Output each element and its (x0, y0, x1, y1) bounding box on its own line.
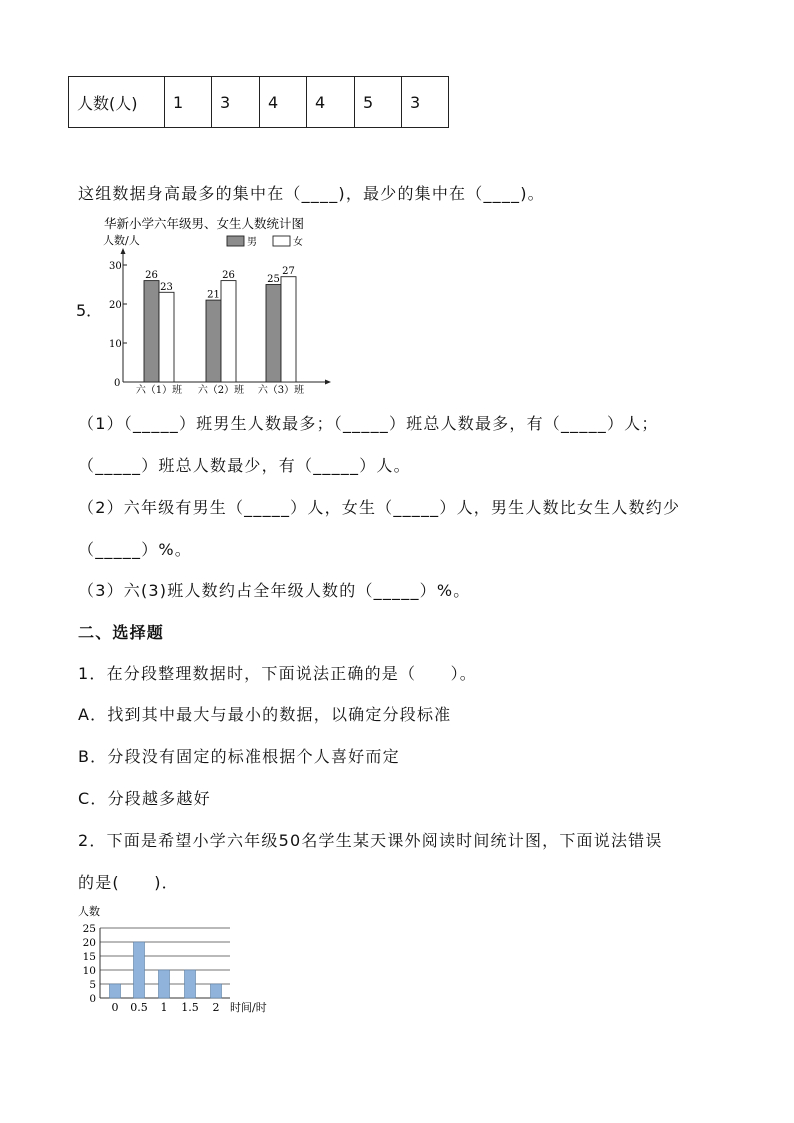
x-tick-label: 0.5 (130, 1001, 148, 1014)
table-cell: 3 (402, 77, 449, 128)
data-label: 26 (145, 270, 158, 282)
data-label: 21 (207, 289, 220, 301)
reading-time-chart (70, 902, 290, 1020)
data-label: 25 (267, 274, 280, 285)
bar (134, 942, 145, 998)
bar-female (159, 292, 174, 382)
x-axis-arrow (325, 380, 331, 385)
data-table (68, 76, 449, 128)
data-label: 23 (160, 281, 173, 293)
option-c: C．分段越多越好 (78, 789, 211, 808)
legend-swatch-male (227, 236, 244, 246)
y-tick-label: 5 (89, 979, 96, 991)
y-tick-label: 0 (114, 378, 121, 389)
x-tick-label: 1.5 (181, 1001, 199, 1014)
y-tick-label: 10 (109, 339, 122, 350)
chart-legend (227, 235, 303, 248)
table-cell: 1 (165, 77, 212, 128)
y-tick-label: 10 (82, 965, 96, 977)
table-cell: 5 (355, 77, 402, 128)
bar-female (281, 277, 296, 382)
legend-swatch-female (273, 236, 290, 246)
x-tick-label: 六（2）班 (197, 385, 245, 396)
bar-female (221, 281, 236, 382)
x-tick-labels (136, 383, 304, 396)
x-axis-label: 时间/时 (230, 1001, 267, 1014)
q5-line-5: （3）六(3)班人数约占全年级人数的（_____）%。 (78, 581, 471, 600)
bar-male (206, 300, 221, 382)
table-cell: 3 (212, 77, 260, 128)
table-cell: 4 (260, 77, 307, 128)
section-title: 二、选择题 (78, 623, 165, 642)
table-cell: 人数(人) (69, 77, 165, 128)
data-label: 27 (282, 266, 295, 278)
y-ticks (109, 261, 127, 389)
option-a: A．找到其中最大与最小的数据，以确定分段标准 (78, 705, 452, 724)
bar-male (266, 285, 281, 383)
data-label: 26 (222, 270, 235, 282)
option-b: B．分段没有固定的标准根据个人喜好而定 (78, 747, 400, 766)
table-cell: 4 (307, 77, 355, 128)
q5-line-1: （1）（_____）班男生人数最多；（_____）班总人数最多，有（_____）人； (78, 414, 659, 433)
x-tick-labels (112, 1001, 220, 1014)
y-axis-label: 人数/人 (103, 234, 140, 247)
y-axis-arrow (121, 248, 126, 254)
x-tick-label: 1 (160, 1001, 168, 1014)
x-tick-label: 六（1）班 (135, 385, 183, 396)
y-tick-label: 0 (89, 993, 96, 1005)
q5-line-4: （_____）%。 (78, 540, 193, 559)
gridlines (83, 923, 230, 1005)
y-axis-label: 人数 (78, 905, 100, 918)
bar (110, 984, 121, 998)
x-tick-label: 2 (212, 1001, 220, 1014)
choice-question-2: 2．下面是希望小学六年级50名学生某天课外阅读时间统计图，下面说法错误 (78, 831, 663, 850)
table-row (69, 77, 449, 128)
bar (159, 970, 170, 998)
x-tick-label: 六（3）班 (257, 385, 305, 396)
gender-bar-chart (96, 212, 346, 398)
y-tick-label: 30 (109, 261, 122, 272)
choice-question-2-cont: 的是( )． (78, 873, 179, 892)
x-tick-label: 0 (111, 1001, 119, 1014)
y-tick-label: 20 (82, 937, 96, 949)
bar (185, 970, 196, 998)
chart-title: 华新小学六年级男、女生人数统计图 (104, 216, 305, 231)
legend-label: 男 (247, 237, 257, 248)
question-number: 5． (76, 301, 103, 320)
y-tick-label: 15 (82, 951, 96, 963)
y-tick-label: 20 (109, 300, 122, 311)
bar (211, 984, 222, 998)
question-height-text: 这组数据身高最多的集中在（____)，最少的集中在（____)。 (78, 184, 545, 203)
legend-label: 女 (293, 237, 303, 248)
bar-male (144, 281, 159, 382)
choice-question-1: 1．在分段整理数据时，下面说法正确的是（ ）。 (78, 664, 477, 683)
q5-line-2: （_____）班总人数最少，有（_____）人。 (78, 456, 411, 475)
y-tick-label: 25 (82, 923, 96, 935)
q5-line-3: （2）六年级有男生（_____）人，女生（_____）人，男生人数比女生人数约少 (78, 498, 681, 517)
